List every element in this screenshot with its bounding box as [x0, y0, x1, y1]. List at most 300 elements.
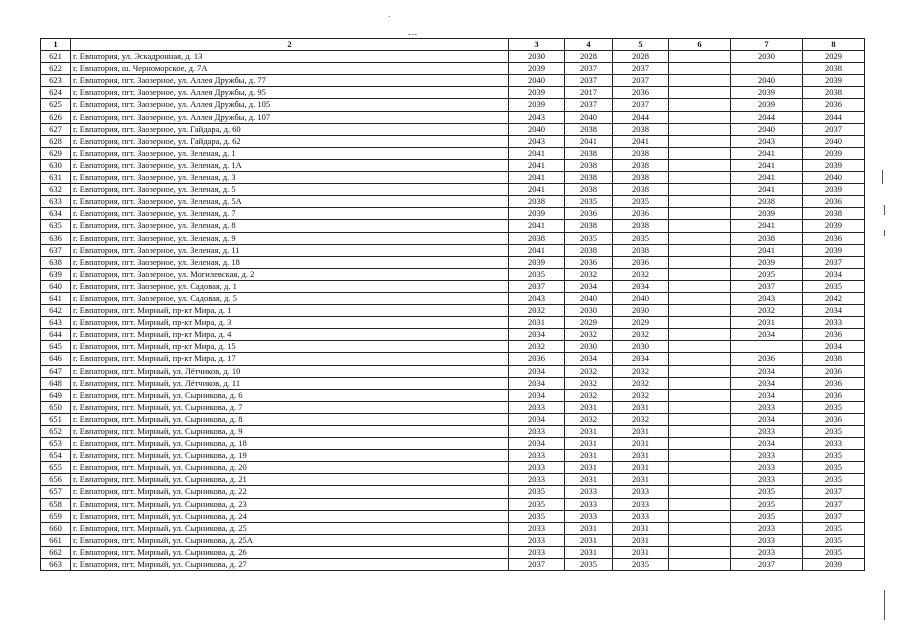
year-col-7-cell: 2039	[731, 256, 803, 268]
year-col-3-cell: 2038	[509, 232, 565, 244]
year-col-6-cell	[669, 438, 731, 450]
year-col-6-cell	[669, 147, 731, 159]
year-col-8-cell: 2035	[803, 534, 865, 546]
year-col-4-cell: 2038	[565, 147, 613, 159]
column-header: 8	[803, 39, 865, 51]
year-col-5-cell: 2037	[613, 99, 669, 111]
year-col-7-cell: 2033	[731, 474, 803, 486]
row-number-cell: 642	[41, 305, 71, 317]
year-col-3-cell: 2041	[509, 159, 565, 171]
year-col-8-cell: 2044	[803, 111, 865, 123]
table-row	[41, 474, 865, 486]
year-col-8-cell: 2036	[803, 377, 865, 389]
table-row	[41, 135, 865, 147]
year-col-5-cell: 2035	[613, 196, 669, 208]
year-col-8-cell: 2036	[803, 365, 865, 377]
year-col-6-cell	[669, 510, 731, 522]
address-cell: г. Евпатория, пгт. Заозерное, ул. Аллея Дружбы, д. 107	[71, 111, 509, 123]
year-col-5-cell: 2036	[613, 87, 669, 99]
column-header: 3	[509, 39, 565, 51]
table-row	[41, 87, 865, 99]
year-col-6-cell	[669, 329, 731, 341]
year-col-3-cell: 2031	[509, 317, 565, 329]
year-col-6-cell	[669, 268, 731, 280]
registry-table	[40, 38, 865, 571]
row-number-cell: 663	[41, 559, 71, 571]
year-col-8-cell: 2039	[803, 159, 865, 171]
address-cell: г. Евпатория, ш. Черноморское, д. 7А	[71, 63, 509, 75]
year-col-3-cell: 2040	[509, 75, 565, 87]
year-col-4-cell: 2041	[565, 135, 613, 147]
address-cell: г. Евпатория, пгт. Заозерное, ул. Зеленая, д. 1	[71, 147, 509, 159]
year-col-4-cell: 2031	[565, 534, 613, 546]
year-col-7-cell: 2033	[731, 450, 803, 462]
year-col-6-cell	[669, 462, 731, 474]
year-col-5-cell: 2036	[613, 256, 669, 268]
year-col-5-cell: 2032	[613, 413, 669, 425]
year-col-4-cell: 2031	[565, 546, 613, 558]
year-col-5-cell: 2031	[613, 450, 669, 462]
address-cell: г. Евпатория, пгт. Заозерное, ул. Гайдара, д. 60	[71, 123, 509, 135]
year-col-7-cell: 2034	[731, 365, 803, 377]
table-row	[41, 486, 865, 498]
year-col-6-cell	[669, 377, 731, 389]
year-col-5-cell: 2030	[613, 305, 669, 317]
scan-edge-mark	[884, 230, 885, 236]
year-col-3-cell: 2035	[509, 498, 565, 510]
table-row	[41, 63, 865, 75]
row-number-cell: 659	[41, 510, 71, 522]
table-row	[41, 534, 865, 546]
year-col-8-cell: 2035	[803, 280, 865, 292]
table-row	[41, 159, 865, 171]
year-col-8-cell: 2035	[803, 474, 865, 486]
year-col-3-cell: 2039	[509, 63, 565, 75]
year-col-7-cell: 2034	[731, 413, 803, 425]
table-row	[41, 51, 865, 63]
year-col-8-cell: 2029	[803, 51, 865, 63]
column-header: 7	[731, 39, 803, 51]
year-col-8-cell: 2037	[803, 256, 865, 268]
table-row	[41, 559, 865, 571]
address-cell: г. Евпатория, пгт. Заозерное, ул. Зеленая, д. 1А	[71, 159, 509, 171]
year-col-6-cell	[669, 232, 731, 244]
year-col-4-cell: 2033	[565, 498, 613, 510]
address-cell: г. Евпатория, пгт. Мирный, пр-кт Мира, д. 15	[71, 341, 509, 353]
year-col-4-cell: 2038	[565, 244, 613, 256]
year-col-5-cell: 2036	[613, 208, 669, 220]
year-col-4-cell: 2030	[565, 341, 613, 353]
row-number-cell: 654	[41, 450, 71, 462]
year-col-8-cell: 2034	[803, 268, 865, 280]
row-number-cell: 631	[41, 172, 71, 184]
year-col-4-cell: 2036	[565, 208, 613, 220]
year-col-3-cell: 2034	[509, 365, 565, 377]
year-col-5-cell: 2035	[613, 232, 669, 244]
year-col-5-cell: 2029	[613, 317, 669, 329]
year-col-5-cell: 2038	[613, 172, 669, 184]
year-col-8-cell: 2036	[803, 196, 865, 208]
year-col-8-cell: 2039	[803, 244, 865, 256]
year-col-7-cell: 2043	[731, 292, 803, 304]
year-col-5-cell: 2035	[613, 559, 669, 571]
year-col-6-cell	[669, 486, 731, 498]
table-row	[41, 280, 865, 292]
year-col-6-cell	[669, 292, 731, 304]
address-cell: г. Евпатория, пгт. Мирный, ул. Сырникова, д. 20	[71, 462, 509, 474]
scan-edge-mark	[884, 205, 885, 215]
year-col-6-cell	[669, 220, 731, 232]
table-row	[41, 438, 865, 450]
table-row	[41, 510, 865, 522]
year-col-7-cell: 2038	[731, 232, 803, 244]
year-col-3-cell: 2033	[509, 546, 565, 558]
table-row	[41, 305, 865, 317]
row-number-cell: 653	[41, 438, 71, 450]
row-number-cell: 635	[41, 220, 71, 232]
table-row	[41, 147, 865, 159]
year-col-3-cell: 2034	[509, 438, 565, 450]
year-col-5-cell: 2031	[613, 426, 669, 438]
year-col-5-cell: 2033	[613, 498, 669, 510]
year-col-8-cell: 2039	[803, 75, 865, 87]
row-number-cell: 637	[41, 244, 71, 256]
table-row	[41, 377, 865, 389]
year-col-3-cell: 2041	[509, 147, 565, 159]
year-col-8-cell: 2035	[803, 450, 865, 462]
year-col-3-cell: 2033	[509, 462, 565, 474]
year-col-8-cell: 2035	[803, 546, 865, 558]
row-number-cell: 660	[41, 522, 71, 534]
year-col-6-cell	[669, 498, 731, 510]
address-cell: г. Евпатория, пгт. Мирный, ул. Сырникова, д. 21	[71, 474, 509, 486]
year-col-5-cell: 2038	[613, 184, 669, 196]
year-col-7-cell: 2044	[731, 111, 803, 123]
year-col-4-cell: 2040	[565, 111, 613, 123]
year-col-8-cell: 2042	[803, 292, 865, 304]
table-row	[41, 462, 865, 474]
year-col-4-cell: 2035	[565, 559, 613, 571]
year-col-6-cell	[669, 256, 731, 268]
year-col-3-cell: 2033	[509, 474, 565, 486]
year-col-6-cell	[669, 522, 731, 534]
year-col-7-cell: 2041	[731, 220, 803, 232]
row-number-cell: 628	[41, 135, 71, 147]
address-cell: г. Евпатория, пгт. Мирный, пр-кт Мира, д. 4	[71, 329, 509, 341]
year-col-3-cell: 2034	[509, 413, 565, 425]
year-col-8-cell: 2033	[803, 317, 865, 329]
year-col-4-cell: 2038	[565, 172, 613, 184]
row-number-cell: 641	[41, 292, 71, 304]
year-col-3-cell: 2035	[509, 486, 565, 498]
year-col-3-cell: 2039	[509, 208, 565, 220]
year-col-6-cell	[669, 474, 731, 486]
year-col-4-cell: 2034	[565, 353, 613, 365]
year-col-5-cell: 2032	[613, 329, 669, 341]
year-col-7-cell: 2041	[731, 172, 803, 184]
table-row	[41, 365, 865, 377]
year-col-3-cell: 2037	[509, 559, 565, 571]
row-number-cell: 647	[41, 365, 71, 377]
table-row	[41, 389, 865, 401]
address-cell: г. Евпатория, пгт. Заозерное, ул. Зеленая, д. 5А	[71, 196, 509, 208]
year-col-7-cell	[731, 63, 803, 75]
row-number-cell: 623	[41, 75, 71, 87]
row-number-cell: 662	[41, 546, 71, 558]
table-row	[41, 401, 865, 413]
address-cell: г. Евпатория, пгт. Заозерное, ул. Зеленая, д. 5	[71, 184, 509, 196]
table-row	[41, 413, 865, 425]
table-row	[41, 317, 865, 329]
year-col-4-cell: 2032	[565, 389, 613, 401]
year-col-6-cell	[669, 244, 731, 256]
row-number-cell: 625	[41, 99, 71, 111]
address-cell: г. Евпатория, пгт. Мирный, пр-кт Мира, д. 17	[71, 353, 509, 365]
table-row	[41, 292, 865, 304]
year-col-4-cell: 2032	[565, 413, 613, 425]
address-cell: г. Евпатория, пгт. Заозерное, ул. Зеленая, д. 7	[71, 208, 509, 220]
table-row	[41, 123, 865, 135]
year-col-6-cell	[669, 317, 731, 329]
address-cell: г. Евпатория, пгт. Заозерное, ул. Зеленая, д. 11	[71, 244, 509, 256]
year-col-7-cell: 2033	[731, 522, 803, 534]
year-col-6-cell	[669, 75, 731, 87]
scan-mark-dash: -·-	[408, 29, 417, 39]
address-cell: г. Евпатория, пгт. Мирный, ул. Лётчиков, д. 10	[71, 365, 509, 377]
year-col-8-cell: 2039	[803, 559, 865, 571]
year-col-4-cell: 2031	[565, 522, 613, 534]
year-col-5-cell: 2034	[613, 353, 669, 365]
year-col-4-cell: 2017	[565, 87, 613, 99]
year-col-5-cell: 2032	[613, 389, 669, 401]
table-row	[41, 268, 865, 280]
year-col-3-cell: 2038	[509, 196, 565, 208]
year-col-3-cell: 2040	[509, 123, 565, 135]
table-row	[41, 329, 865, 341]
address-cell: г. Евпатория, пгт. Заозерное, ул. Зеленая, д. 9	[71, 232, 509, 244]
year-col-6-cell	[669, 546, 731, 558]
year-col-4-cell: 2037	[565, 63, 613, 75]
year-col-8-cell: 2035	[803, 522, 865, 534]
year-col-8-cell: 2035	[803, 462, 865, 474]
year-col-6-cell	[669, 401, 731, 413]
year-col-3-cell: 2034	[509, 389, 565, 401]
year-col-5-cell: 2030	[613, 341, 669, 353]
year-col-6-cell	[669, 534, 731, 546]
year-col-3-cell: 2032	[509, 305, 565, 317]
year-col-5-cell: 2034	[613, 280, 669, 292]
year-col-3-cell: 2033	[509, 401, 565, 413]
column-header: 4	[565, 39, 613, 51]
year-col-8-cell: 2036	[803, 329, 865, 341]
year-col-7-cell: 2039	[731, 87, 803, 99]
year-col-8-cell: 2038	[803, 353, 865, 365]
year-col-5-cell: 2038	[613, 244, 669, 256]
year-col-4-cell: 2038	[565, 159, 613, 171]
row-number-cell: 622	[41, 63, 71, 75]
table-row	[41, 99, 865, 111]
year-col-7-cell: 2040	[731, 75, 803, 87]
year-col-5-cell: 2040	[613, 292, 669, 304]
row-number-cell: 643	[41, 317, 71, 329]
scan-mark-dot: .	[388, 9, 391, 19]
year-col-6-cell	[669, 208, 731, 220]
address-cell: г. Евпатория, пгт. Заозерное, ул. Гайдара, д. 62	[71, 135, 509, 147]
year-col-4-cell: 2035	[565, 232, 613, 244]
year-col-7-cell: 2039	[731, 99, 803, 111]
year-col-3-cell: 2041	[509, 172, 565, 184]
year-col-7-cell: 2035	[731, 498, 803, 510]
table-row	[41, 498, 865, 510]
row-number-cell: 661	[41, 534, 71, 546]
year-col-4-cell: 2038	[565, 123, 613, 135]
year-col-6-cell	[669, 280, 731, 292]
year-col-7-cell: 2041	[731, 184, 803, 196]
year-col-4-cell: 2038	[565, 184, 613, 196]
year-col-8-cell: 2035	[803, 401, 865, 413]
table-row	[41, 341, 865, 353]
table-row	[41, 220, 865, 232]
table-row	[41, 426, 865, 438]
table-row	[41, 546, 865, 558]
row-number-cell: 658	[41, 498, 71, 510]
year-col-8-cell: 2038	[803, 208, 865, 220]
address-cell: г. Евпатория, пгт. Заозерное, ул. Аллея Дружбы, д. 77	[71, 75, 509, 87]
row-number-cell: 655	[41, 462, 71, 474]
year-col-7-cell: 2034	[731, 389, 803, 401]
address-cell: г. Евпатория, пгт. Мирный, ул. Сырникова, д. 18	[71, 438, 509, 450]
year-col-7-cell: 2037	[731, 559, 803, 571]
year-col-8-cell: 2034	[803, 341, 865, 353]
year-col-7-cell: 2035	[731, 486, 803, 498]
year-col-4-cell: 2034	[565, 280, 613, 292]
year-col-8-cell: 2036	[803, 99, 865, 111]
year-col-4-cell: 2031	[565, 401, 613, 413]
year-col-6-cell	[669, 426, 731, 438]
year-col-5-cell: 2031	[613, 401, 669, 413]
year-col-7-cell: 2033	[731, 426, 803, 438]
year-col-7-cell: 2033	[731, 534, 803, 546]
year-col-7-cell: 2031	[731, 317, 803, 329]
table-row	[41, 75, 865, 87]
year-col-8-cell: 2037	[803, 486, 865, 498]
address-cell: г. Евпатория, пгт. Заозерное, ул. Зеленая, д. 18	[71, 256, 509, 268]
scan-edge-mark	[882, 170, 883, 184]
address-cell: г. Евпатория, пгт. Мирный, ул. Сырникова, д. 23	[71, 498, 509, 510]
year-col-5-cell: 2032	[613, 268, 669, 280]
address-cell: г. Евпатория, пгт. Мирный, ул. Сырникова, д. 7	[71, 401, 509, 413]
year-col-5-cell: 2032	[613, 377, 669, 389]
year-col-5-cell: 2044	[613, 111, 669, 123]
row-number-cell: 656	[41, 474, 71, 486]
row-number-cell: 632	[41, 184, 71, 196]
row-number-cell: 630	[41, 159, 71, 171]
year-col-4-cell: 2031	[565, 450, 613, 462]
address-cell: г. Евпатория, пгт. Заозерное, ул. Садовая, д. 5	[71, 292, 509, 304]
year-col-8-cell: 2039	[803, 147, 865, 159]
table-row	[41, 353, 865, 365]
year-col-3-cell: 2033	[509, 522, 565, 534]
year-col-4-cell: 2040	[565, 292, 613, 304]
year-col-7-cell: 2035	[731, 268, 803, 280]
year-col-7-cell: 2038	[731, 196, 803, 208]
year-col-6-cell	[669, 413, 731, 425]
year-col-7-cell: 2041	[731, 159, 803, 171]
year-col-5-cell: 2031	[613, 462, 669, 474]
year-col-4-cell: 2033	[565, 510, 613, 522]
year-col-4-cell: 2031	[565, 438, 613, 450]
year-col-3-cell: 2033	[509, 450, 565, 462]
address-cell: г. Евпатория, пгт. Мирный, ул. Сырникова, д. 6	[71, 389, 509, 401]
year-col-6-cell	[669, 87, 731, 99]
year-col-5-cell: 2038	[613, 123, 669, 135]
address-cell: г. Евпатория, пгт. Заозерное, ул. Могилевская, д. 2	[71, 268, 509, 280]
year-col-7-cell: 2034	[731, 377, 803, 389]
year-col-6-cell	[669, 111, 731, 123]
year-col-3-cell: 2041	[509, 220, 565, 232]
table-row	[41, 232, 865, 244]
year-col-8-cell: 2039	[803, 220, 865, 232]
year-col-3-cell: 2036	[509, 353, 565, 365]
address-cell: г. Евпатория, пгт. Мирный, ул. Сырникова, д. 8	[71, 413, 509, 425]
year-col-7-cell: 2032	[731, 305, 803, 317]
year-col-5-cell: 2031	[613, 522, 669, 534]
year-col-8-cell: 2037	[803, 498, 865, 510]
table-row	[41, 256, 865, 268]
year-col-8-cell: 2038	[803, 63, 865, 75]
year-col-4-cell: 2033	[565, 486, 613, 498]
year-col-5-cell: 2028	[613, 51, 669, 63]
year-col-8-cell: 2040	[803, 135, 865, 147]
year-col-3-cell: 2039	[509, 99, 565, 111]
year-col-6-cell	[669, 123, 731, 135]
row-number-cell: 648	[41, 377, 71, 389]
year-col-3-cell: 2035	[509, 510, 565, 522]
row-number-cell: 646	[41, 353, 71, 365]
year-col-7-cell: 2043	[731, 135, 803, 147]
year-col-5-cell: 2033	[613, 510, 669, 522]
registry-body	[41, 51, 865, 571]
year-col-4-cell: 2032	[565, 329, 613, 341]
year-col-7-cell: 2041	[731, 244, 803, 256]
year-col-7-cell: 2033	[731, 546, 803, 558]
year-col-7-cell: 2030	[731, 51, 803, 63]
table-row	[41, 196, 865, 208]
year-col-3-cell: 2037	[509, 280, 565, 292]
year-col-5-cell: 2031	[613, 534, 669, 546]
year-col-7-cell: 2034	[731, 329, 803, 341]
year-col-4-cell: 2032	[565, 377, 613, 389]
year-col-4-cell: 2031	[565, 426, 613, 438]
year-col-5-cell: 2031	[613, 546, 669, 558]
year-col-8-cell: 2036	[803, 413, 865, 425]
address-cell: г. Евпатория, пгт. Мирный, ул. Сырникова, д. 25А	[71, 534, 509, 546]
year-col-4-cell: 2028	[565, 51, 613, 63]
year-col-3-cell: 2034	[509, 377, 565, 389]
year-col-5-cell: 2041	[613, 135, 669, 147]
year-col-5-cell: 2038	[613, 220, 669, 232]
table-row	[41, 450, 865, 462]
row-number-cell: 645	[41, 341, 71, 353]
year-col-6-cell	[669, 172, 731, 184]
year-col-3-cell: 2033	[509, 534, 565, 546]
column-header: 2	[71, 39, 509, 51]
year-col-5-cell: 2033	[613, 486, 669, 498]
year-col-8-cell: 2037	[803, 123, 865, 135]
table-row	[41, 172, 865, 184]
address-cell: г. Евпатория, пгт. Мирный, ул. Сырникова, д. 24	[71, 510, 509, 522]
address-cell: г. Евпатория, пгт. Заозерное, ул. Зеленая, д. 3	[71, 172, 509, 184]
